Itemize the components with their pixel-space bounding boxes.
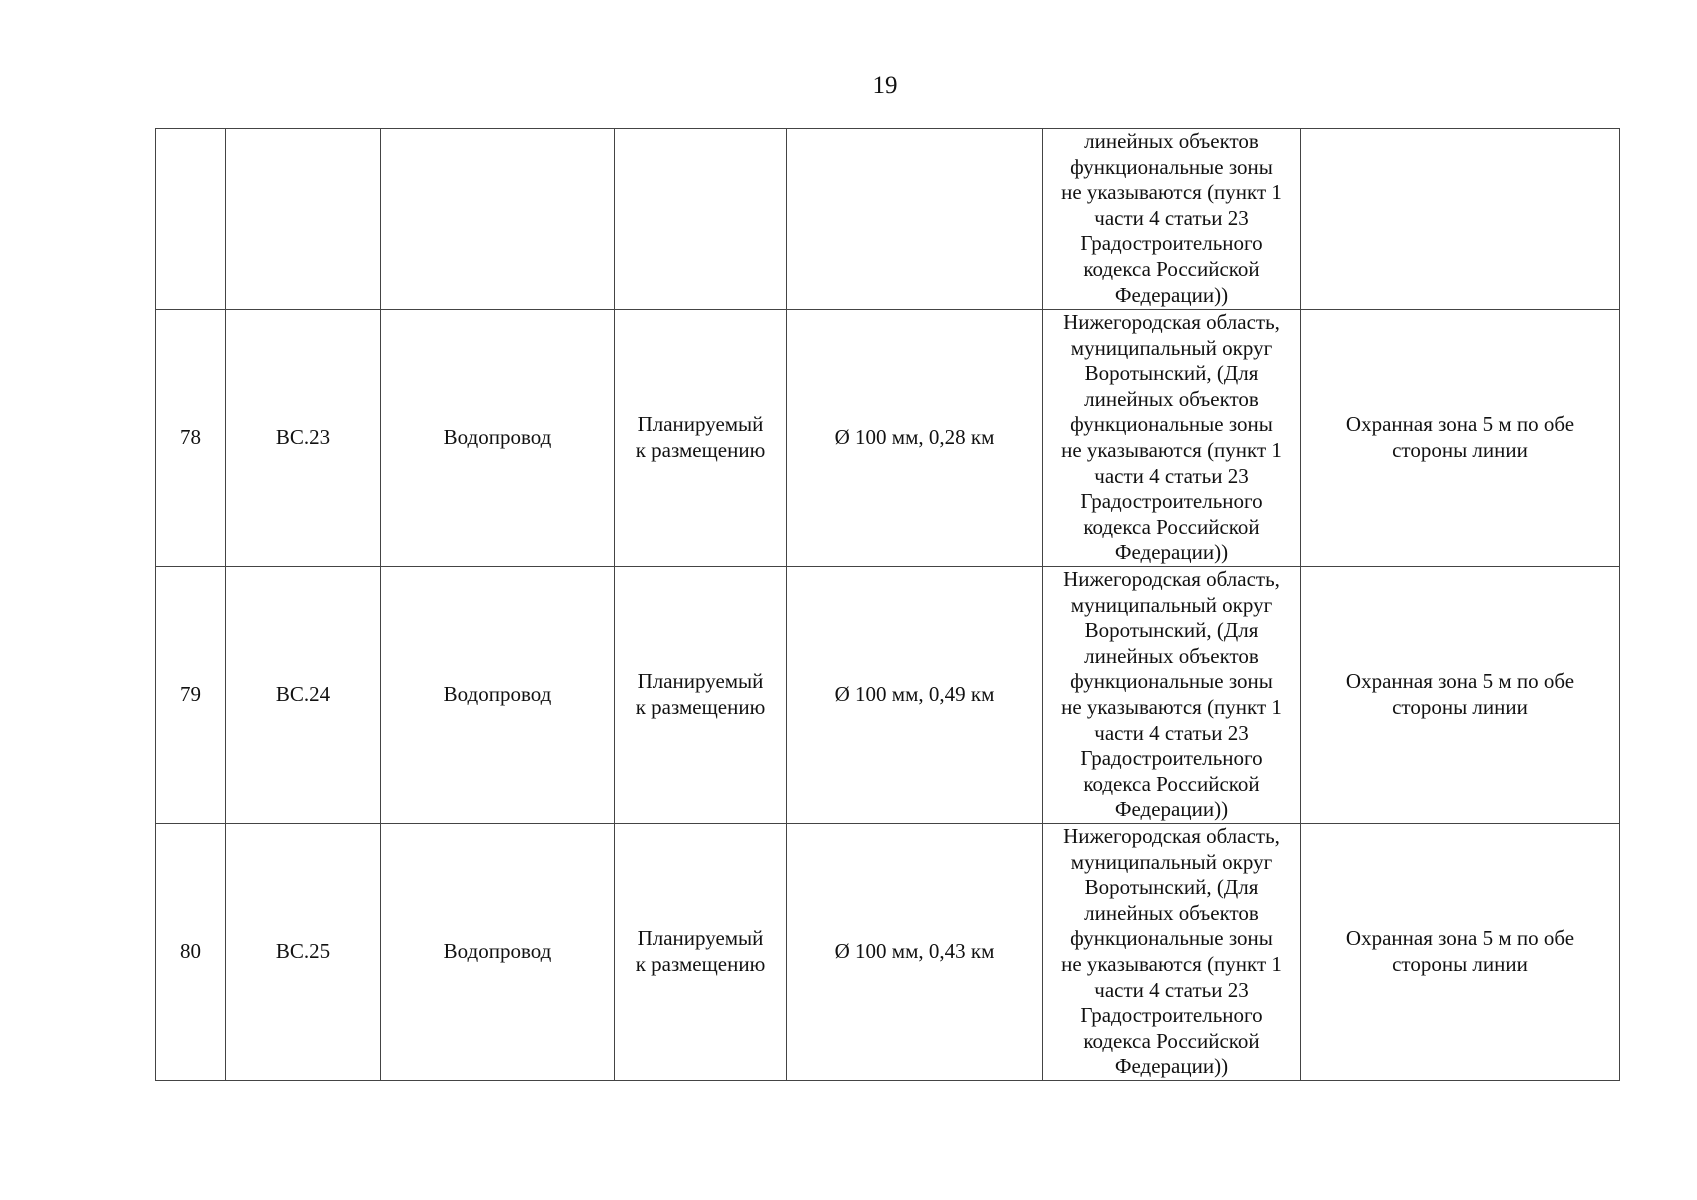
cell-status: Планируемый к размещению: [615, 824, 787, 1081]
cell-zone: [1301, 129, 1620, 310]
table-row: [156, 824, 1620, 1081]
cell-status: [615, 129, 787, 310]
cell-num: 78: [156, 310, 226, 567]
cell-num: 80: [156, 824, 226, 1081]
cell-status: Планируемый к размещению: [615, 310, 787, 567]
cell-params: [787, 129, 1043, 310]
cell-name: Водопровод: [381, 567, 615, 824]
table-row: [156, 567, 1620, 824]
cell-name: Водопровод: [381, 824, 615, 1081]
table-row: [156, 310, 1620, 567]
cell-location: Нижегородская область, муниципальный округ Воротынский, (Для линейных объектов функциональные зоны не указываются (пункт 1 части 4 статьи 23 Градостроительного кодекса Российской Федерации)): [1043, 567, 1301, 824]
cell-location: Нижегородская область, муниципальный округ Воротынский, (Для линейных объектов функциональные зоны не указываются (пункт 1 части 4 статьи 23 Градостроительного кодекса Российской Федерации)): [1043, 824, 1301, 1081]
cell-params: Ø 100 мм, 0,49 км: [787, 567, 1043, 824]
cell-code: [226, 129, 381, 310]
cell-zone: Охранная зона 5 м по обе стороны линии: [1301, 567, 1620, 824]
cell-zone: Охранная зона 5 м по обе стороны линии: [1301, 824, 1620, 1081]
cell-num: [156, 129, 226, 310]
cell-location: Нижегородская область, муниципальный округ Воротынский, (Для линейных объектов функциональные зоны не указываются (пункт 1 части 4 статьи 23 Градостроительного кодекса Российской Федерации)): [1043, 310, 1301, 567]
cell-code: ВС.24: [226, 567, 381, 824]
table-row-continuation: [156, 129, 1620, 310]
objects-table: [155, 128, 1620, 1081]
cell-status: Планируемый к размещению: [615, 567, 787, 824]
cell-num: 79: [156, 567, 226, 824]
cell-code: ВС.23: [226, 310, 381, 567]
cell-name: [381, 129, 615, 310]
cell-params: Ø 100 мм, 0,43 км: [787, 824, 1043, 1081]
page-number: 19: [872, 72, 898, 99]
cell-params: Ø 100 мм, 0,28 км: [787, 310, 1043, 567]
cell-location: линейных объектов функциональные зоны не указываются (пункт 1 части 4 статьи 23 Градостроительного кодекса Российской Федерации)): [1043, 129, 1301, 310]
cell-name: Водопровод: [381, 310, 615, 567]
cell-code: ВС.25: [226, 824, 381, 1081]
cell-zone: Охранная зона 5 м по обе стороны линии: [1301, 310, 1620, 567]
